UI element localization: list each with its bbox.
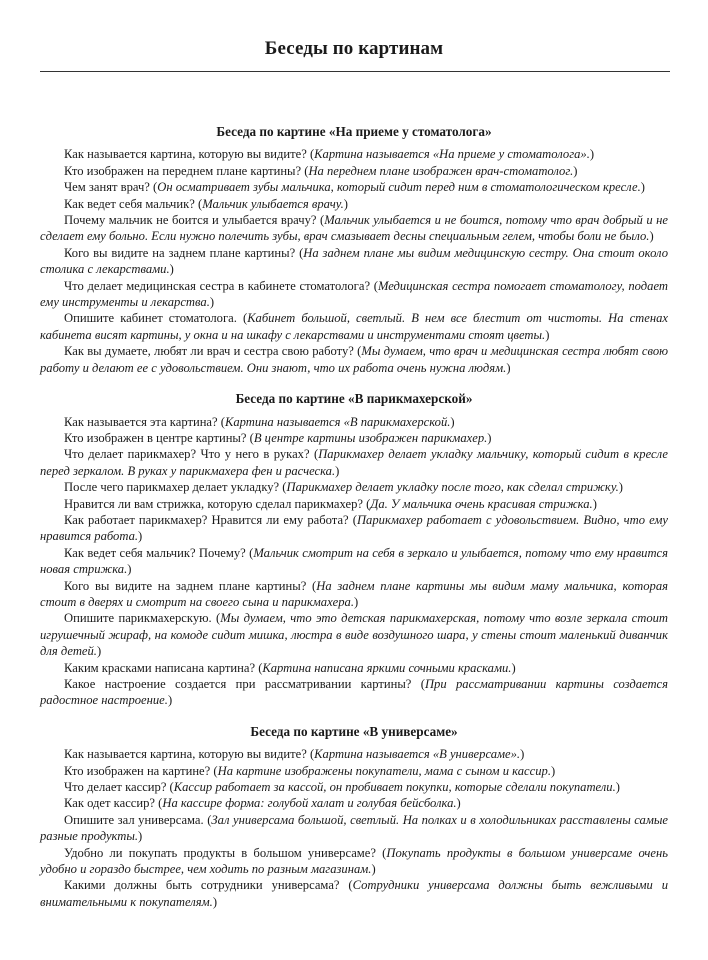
answer: На картине изображены покупатели, мама с сыном и кассир. bbox=[217, 763, 551, 778]
question: Удобно ли покупать продукты в большом универсаме? bbox=[64, 845, 376, 860]
qa-item: Нравится ли вам стрижка, которую сделал парикмахер? (Да. У мальчика очень красивая стрижка.) bbox=[64, 496, 597, 511]
answer: На заднем плане мы видим медицинскую сестру. Она стоит около столика с лекарствами. bbox=[40, 245, 669, 277]
qa-item: Как ведет себя мальчик? Почему? (Мальчик смотрит на себя в зеркало и улыбается, потому что ему нравится новая стрижка.) bbox=[40, 545, 669, 577]
question: Кто изображен на переднем плане картины? bbox=[64, 163, 302, 178]
answer: Парикмахер делает укладку после того, как сделал стрижку. bbox=[286, 480, 619, 495]
question: Кого вы видите на заднем плане картины? bbox=[64, 245, 296, 260]
question: Почему мальчик не боится и улыбается врачу? bbox=[64, 213, 317, 228]
answer: Картина называется «На приеме у стоматолога». bbox=[314, 147, 590, 162]
qa-item: Что делает парикмахер? Что у него в руках? (Парикмахер делает укладку мальчику, который сидит в кресле перед зеркалом. В руках у парикмахера фен и расческа.) bbox=[40, 447, 668, 478]
section-title: Беседа по картине «На приеме у стоматолога» bbox=[216, 124, 492, 139]
qa-item: Как одет кассир? (На кассире форма: голубой халат и голубая бейсболка.) bbox=[64, 796, 461, 811]
answer: Кабинет большой, светлый. В нем все блестит от чистоты. На стенах кабинета висят картины, у окна и на шкафу с лекарствами и инструментами стоят цветы. bbox=[40, 311, 669, 342]
answer: Кассир работает за кассой, он пробивает покупки, которые сделали покупатели. bbox=[173, 780, 616, 795]
question: Какое настроение создается при рассматривании картины? bbox=[64, 677, 412, 691]
answer: Да. У мальчика очень красивая стрижка. bbox=[370, 496, 593, 511]
qa-item: Кто изображен в центре картины? (В центре картины изображен парикмахер.) bbox=[64, 430, 492, 445]
answer: При рассматривании картины создается радостное настроение. bbox=[40, 677, 668, 708]
qa-item: Какое настроение создается при рассматривании картины? (При рассматривании картины создается радостное настроение.) bbox=[40, 677, 668, 708]
qa-item: Опишите парикмахерскую. (Мы думаем, что это детская парикмахерская, потому что возле зеркала стоит игрушечный жираф, на комоде сидит мишка, люстра в виде воздушного шара, у стены стоит маленький диванчик для детей.) bbox=[40, 611, 669, 659]
question: Опишите парикмахерскую. bbox=[64, 611, 212, 626]
question: Как называется эта картина? bbox=[64, 414, 218, 429]
answer: На заднем плане картины мы видим маму мальчика, которая стоит в дверях и смотрит на своего сына и парикмахера. bbox=[40, 578, 669, 609]
qa-item: Кто изображен на картине? (На картине изображены покупатели, мама с сыном и кассир.) bbox=[64, 763, 556, 778]
qa-item: Как называется картина, которую вы видите? (Картина называется «На приеме у стоматолога».) bbox=[64, 147, 595, 162]
question: Как работает парикмахер? Нравится ли ему работа? bbox=[64, 512, 349, 527]
section-dentist bbox=[40, 124, 668, 376]
qa-item: Как работает парикмахер? Нравится ли ему работа? (Парикмахер работает с удовольствием. Видно, что ему нравится работа.) bbox=[40, 512, 669, 544]
answer: Медицинская сестра помогает стоматологу, подает ему инструменты и лекарства. bbox=[40, 278, 668, 310]
qa-item: Каким красками написана картина? (Картина написана яркими сочными красками.) bbox=[64, 660, 516, 675]
qa-item: Какими должны быть сотрудники универсама? (Сотрудники универсама должны быть вежливыми и внимательными к покупателям.) bbox=[40, 878, 669, 909]
answer: Мы думаем, что врач и медицинская сестра любят свою работу и делают ее с удовольствием. Они знают, что их работа очень нужна людям. bbox=[40, 344, 668, 375]
question: Как называется картина, которую вы видите? bbox=[64, 747, 307, 762]
section-supermarket bbox=[40, 724, 668, 910]
section-barbershop bbox=[40, 391, 668, 709]
question: Кто изображен в центре картины? bbox=[64, 430, 247, 445]
qa-item: Как называется эта картина? (Картина называется «В парикмахерской.) bbox=[64, 414, 455, 429]
answer: Парикмахер делает укладку мальчику, который сидит в кресле перед зеркалом. В руках у парикмахера фен и расческа. bbox=[40, 447, 668, 478]
answer: Мальчик смотрит на себя в зеркало и улыбается, потому что ему нравится новая стрижка. bbox=[40, 545, 669, 577]
answer: Мальчик улыбается врачу. bbox=[202, 196, 344, 211]
qa-item: Почему мальчик не боится и улыбается врачу? (Мальчик улыбается и не боится, потому что врач добрый и не сделает ему больно. Если нужно полечить зубы, врач смазывает десны специальным гелем, чтобы боли не было.) bbox=[40, 213, 669, 244]
qa-item: Кого вы видите на заднем плане картины? (На заднем плане картины мы видим маму мальчика, которая стоит в дверях и смотрит на своего сына и парикмахера.) bbox=[40, 578, 669, 609]
question: Как ведет себя мальчик? Почему? bbox=[64, 545, 246, 560]
answer: На переднем плане изображен врач-стоматолог. bbox=[308, 163, 574, 178]
answer: На кассире форма: голубой халат и голубая бейсболка. bbox=[162, 796, 457, 811]
qa-item: Как называется картина, которую вы видите? (Картина называется «В универсаме».) bbox=[64, 747, 525, 762]
qa-item: После чего парикмахер делает укладку? (Парикмахер делает укладку после того, как сделал стрижку.) bbox=[64, 480, 623, 495]
qa-item: Опишите кабинет стоматолога. (Кабинет большой, светлый. В нем все блестит от чистоты. На стенах кабинета висят картины, у окна и на шкафу с лекарствами и инструментами стоят цветы.) bbox=[40, 311, 669, 342]
qa-item: Кого вы видите на заднем плане картины? (На заднем плане мы видим медицинскую сестру. Она стоит около столика с лекарствами.) bbox=[40, 245, 669, 277]
section-title: Беседа по картине «В универсаме» bbox=[250, 723, 458, 739]
answer: Мы думаем, что это детская парикмахерская, потому что возле зеркала стоит игрушечный жираф, на комоде сидит мишка, люстра в виде воздушного шара, у стены стоит маленький диванчик для детей. bbox=[40, 611, 669, 659]
question: Чем занят врач? bbox=[64, 180, 150, 195]
question: После чего парикмахер делает укладку? bbox=[64, 480, 280, 495]
qa-item: Как ведет себя мальчик? (Мальчик улыбается врачу.) bbox=[64, 196, 348, 211]
question: Что делает парикмахер? Что у него в руках? bbox=[64, 447, 310, 462]
qa-item: Удобно ли покупать продукты в большом универсаме? (Покупать продукты в большом универсаме очень удобно и гораздо быстрее, чем ходить по разным магазинам.) bbox=[40, 845, 668, 877]
answer: Мальчик улыбается и не боится, потому что врач добрый и не сделает ему больно. Если нужно полечить зубы, врач смазывает десны специальным гелем, чтобы боли не было. bbox=[40, 213, 669, 244]
qa-item: Что делает медицинская сестра в кабинете стоматолога? (Медицинская сестра помогает стоматологу, подает ему инструменты и лекарства.) bbox=[40, 278, 668, 310]
question: Кого вы видите на заднем плане картины? bbox=[64, 578, 307, 593]
question: Какими должны быть сотрудники универсама? bbox=[64, 878, 340, 893]
section-title: Беседа по картине «В парикмахерской» bbox=[235, 391, 473, 407]
document-body bbox=[40, 124, 668, 925]
question: Как называется картина, которую вы видите? bbox=[64, 147, 307, 162]
question: Как вы думаете, любят ли врач и сестра свою работу? bbox=[64, 344, 354, 359]
question: Опишите кабинет стоматолога. bbox=[64, 311, 237, 326]
answer: В центре картины изображен парикмахер. bbox=[253, 430, 488, 445]
qa-item: Опишите зал универсама. (Зал универсама большой, светлый. На полках и в холодильниках расставлены самые разные продукты.) bbox=[40, 812, 668, 844]
answer: Картина написана яркими сочными красками. bbox=[262, 660, 512, 675]
answer: Картина называется «В парикмахерской. bbox=[224, 414, 451, 429]
page-title: Беседы по картинам bbox=[264, 38, 444, 59]
qa-item: Чем занят врач? (Он осматривает зубы мальчика, который сидит перед ним в стоматологическом кресле.) bbox=[64, 180, 645, 195]
qa-item: Кто изображен на переднем плане картины? (На переднем плане изображен врач-стоматолог.) bbox=[64, 163, 578, 178]
question: Кто изображен на картине? bbox=[64, 763, 211, 778]
answer: Сотрудники универсама должны быть вежливыми и внимательными к покупателям. bbox=[40, 878, 669, 909]
question: Как одет кассир? bbox=[64, 796, 155, 811]
question: Что делает кассир? bbox=[64, 780, 167, 795]
answer: Покупать продукты в большом универсаме очень удобно и гораздо быстрее, чем ходить по разным магазинам. bbox=[40, 845, 668, 877]
answer: Он осматривает зубы мальчика, который сидит перед ним в стоматологическом кресле. bbox=[157, 180, 641, 195]
title-divider bbox=[40, 71, 670, 72]
question: Что делает медицинская сестра в кабинете стоматолога? bbox=[64, 278, 371, 293]
qa-item: Что делает кассир? (Кассир работает за кассой, он пробивает покупки, которые сделали покупатели.) bbox=[64, 780, 620, 795]
answer: Картина называется «В универсаме». bbox=[314, 747, 521, 762]
answer: Парикмахер работает с удовольствием. Видно, что ему нравится работа. bbox=[40, 512, 669, 544]
question: Каким красками написана картина? bbox=[64, 660, 256, 675]
question: Опишите зал универсама. bbox=[64, 812, 204, 827]
question: Как ведет себя мальчик? bbox=[64, 196, 195, 211]
qa-item: Как вы думаете, любят ли врач и сестра свою работу? (Мы думаем, что врач и медицинская сестра любят свою работу и делают ее с удовольствием. Они знают, что их работа очень нужна людям.) bbox=[40, 344, 668, 375]
answer: Зал универсама большой, светлый. На полках и в холодильниках расставлены самые разные продукты. bbox=[40, 812, 668, 844]
question: Нравится ли вам стрижка, которую сделал парикмахер? bbox=[64, 496, 363, 511]
